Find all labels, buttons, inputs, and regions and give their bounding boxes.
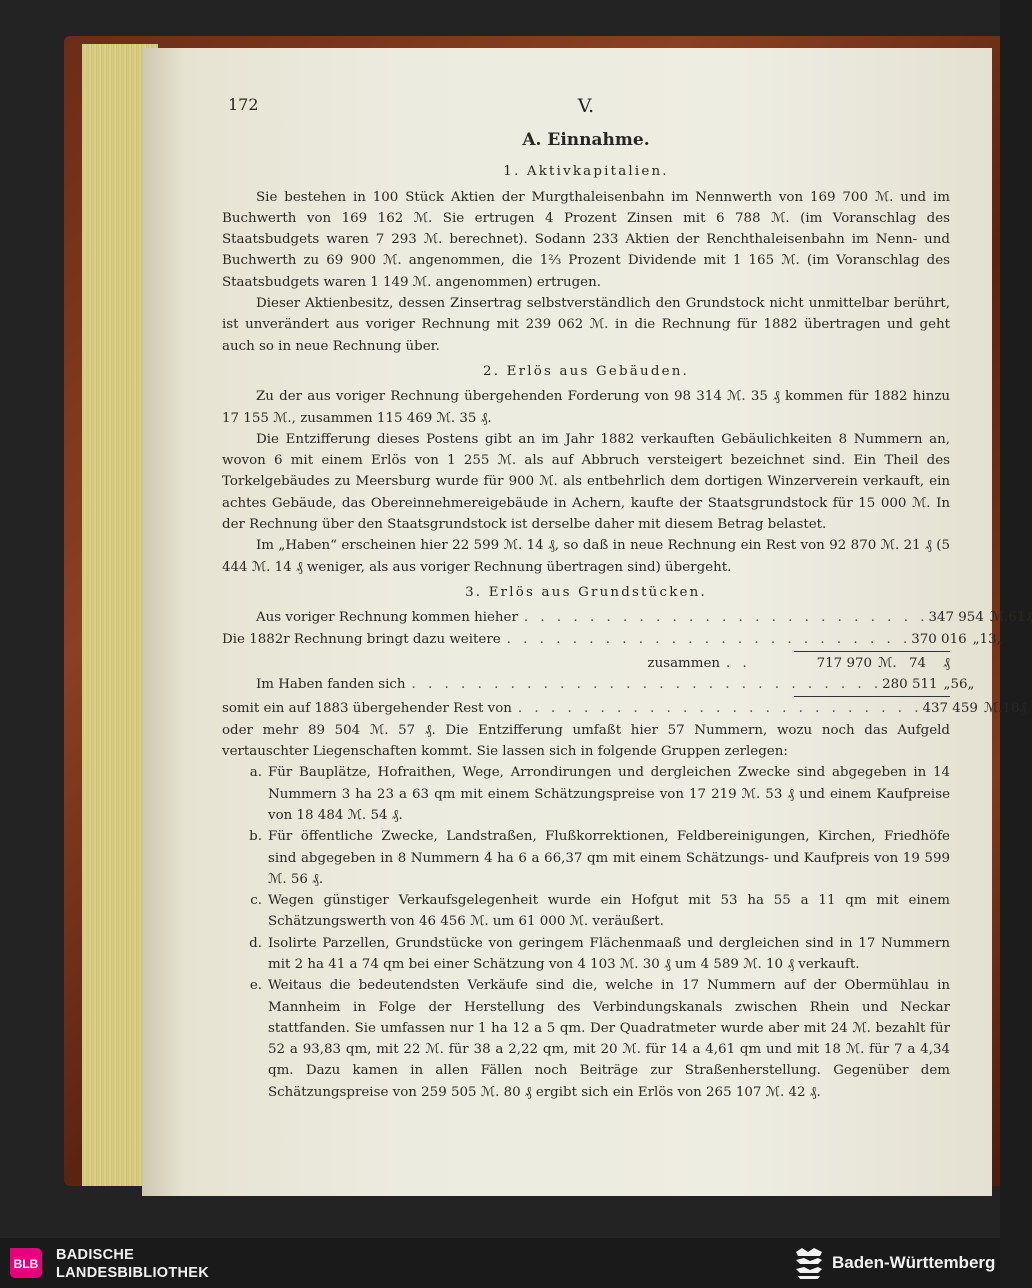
ledger-currency: „ [943, 677, 951, 693]
ledger-label: Aus voriger Rechnung kommen hieher [256, 610, 518, 626]
list-item-text: Isolirte Parzellen, Grundstücke von geringem Flächenmaaß und dergleichen sind in 17 Nummern mit 2 ha 41 a 74 qm bei einer Schätzung von 4 103 ℳ. 30 ₰ um 4 589 ℳ. 10 ₰ verkauft. [268, 935, 950, 972]
ledger-currency: ℳ. [989, 610, 1009, 626]
paragraph: Die Entzifferung dieses Postens gibt an im Jahr 1882 verkauften Gebäulichkeiten 8 Nummern an, wovon 6 mit einem Erlös von 1 255 ℳ. als auf Abbruch versteigert bezeichnet sind. Ein Theil des Torkelgebäudes zu Meersburg wurde für 900 ℳ. als entbehrlich dem dortigen Winzerverein verkauft, ein achtes Gebäude, das Obereinnehmereigebäude in Achern, kaufte der Staatsgrundstock für 15 000 ℳ. In der Rechnung über den Staatsgrundstock ist derselbe daher mit diesem Betrag belastet. [222, 431, 950, 533]
paragraph: oder mehr 89 504 ℳ. 57 ₰. Die Entzifferung umfaßt hier 57 Nummern, wozu noch das Aufgeld vertauschter Liegenschaften kommt. Sie lassen sich in folgende Gruppen zerlegen: [222, 722, 950, 760]
paragraph: Sie bestehen in 100 Stück Aktien der Murgthaleisenbahn im Nennwerth von 169 700 ℳ. und im Buchwerth von 169 162 ℳ. Sie ertrugen 4 Prozent Zinsen mit 6 788 ℳ. (im Voranschlag des Staatsbudgets waren 7 293 ℳ. berechnet). Sodann 233 Aktien der Renchthaleisenbahn im Nenn- und Buchwerth zu 69 900 ℳ. angenommen, die 1⅔ Prozent Dividende mit 1 165 ℳ. (im Voranschlag des Staatsbudgets waren 1 149 ℳ. angenommen) ertrugen. [222, 189, 950, 290]
ledger-currency: ℳ. [983, 701, 1003, 717]
ledger-subunit: 61 [1008, 610, 1026, 626]
list-item [222, 762, 950, 826]
ledger-amount: 280 511 [882, 677, 938, 693]
ledger-subunit: 13 [979, 631, 997, 647]
list-item-text: Weitaus die bedeutendsten Verkäufe sind die, welche in 17 Nummern auf der Obermühlau in Mannheim in Folge der Herstellung des Verbindungskanals zwischen Rhein und Neckar stattfanden. Sie umfassen nur 1 ha 12 a 5 qm. Der Quadratmeter wurde aber mit 24 ℳ. bezahlt für 52 a 93,83 qm, mit 22 ℳ. für 38 a 2,22 qm, mit 20 ℳ. für 14 a 4,61 qm und mit 18 ℳ. für 7 a 4,34 qm. Dazu kamen in allen Fällen noch Beiträge zur Straßenherstellung. Gegenüber dem Schätzungspreise von 259 505 ℳ. 80 ₰ ergibt sich ein Erlös von 265 107 ℳ. 42 ₰. [268, 978, 950, 1100]
subsection-heading-2: 2. Erlös aus Gebäuden. [483, 363, 689, 379]
ledger-subunit: 74 [908, 655, 926, 671]
leader-dots: . . . . . . . . . . . . . . . . . . . . . . . . . [517, 701, 923, 717]
ledger-amount: 347 954 [928, 610, 984, 626]
ledger-row [222, 653, 950, 674]
ledger-row [222, 698, 1027, 719]
ledger-unit: ₰ [1019, 701, 1027, 717]
ledger-unit: ₰ [943, 655, 950, 671]
ledger [222, 607, 1032, 719]
subsection-heading-1: 1. Aktivkapitalien. [503, 164, 669, 180]
ledger-currency: „ [972, 631, 980, 647]
list-item-label: b. [249, 829, 262, 845]
ledger-amount: 717 970 [816, 655, 872, 671]
leader-dots: . . . . . . . . . . . . . . . . . . . . . . . . . [506, 631, 912, 647]
ledger-label: somit ein auf 1883 übergehender Rest von [222, 701, 512, 717]
chapter-number: V. [577, 95, 595, 117]
ledger-label: Im Haben fanden sich [256, 677, 406, 693]
sum-rule [794, 651, 950, 652]
list-item-label: a. [249, 765, 262, 781]
page-header [222, 88, 950, 128]
ledger-unit: „ [967, 677, 975, 693]
paragraph: Dieser Aktienbesitz, dessen Zinsertrag selbstverständlich den Grundstock nicht unmittelbar berührt, ist unverändert aus voriger Rechnung mit 239 062 ℳ. in die Rechnung für 1882 übertragen und geht auch so in neue Rechnung über. [222, 296, 950, 354]
footer-bar [0, 1238, 1000, 1288]
ledger-unit: „ [996, 631, 1004, 647]
state-name[interactable]: Baden-Württemberg [832, 1253, 996, 1272]
list-item-text: Wegen günstiger Verkaufsgelegenheit wurde ein Hofgut mit 53 ha 55 a 11 qm mit einem Schätzungswerth von 46 456 ℳ. um 61 000 ℳ. veräußert. [268, 893, 950, 930]
list-item [222, 975, 950, 1103]
list-item-label: e. [249, 978, 262, 994]
ledger-label: Die 1882r Rechnung bringt dazu weitere [222, 631, 501, 647]
ledger-amount: 437 459 [922, 701, 978, 717]
ledger-unit: ₰ [1025, 610, 1032, 626]
ledger-currency: ℳ. [878, 655, 897, 671]
list-item-label: d. [249, 935, 262, 951]
ledger-row [222, 674, 975, 695]
ledger-subunit: 56 [950, 677, 968, 693]
blb-logo-text: BLB [13, 1257, 39, 1271]
list-item-text: Für Bauplätze, Hofraithen, Wege, Arrondirungen und dergleichen Zwecke sind abgegeben in 14 Nummern 3 ha 23 a 63 qm mit einem Schätzungspreise von 17 219 ℳ. 53 ₰ und einem Kaufpreise von 18 484 ℳ. 54 ₰. [268, 765, 950, 823]
leader-dots: . . . . . . . . . . . . . . . . . . . . . . . . . . . . . [411, 677, 883, 693]
ledger-row [222, 607, 1032, 628]
ledger-row [222, 629, 1004, 650]
list-item [222, 890, 950, 933]
list-item [222, 933, 950, 976]
subsection-heading-3: 3. Erlös aus Grundstücken. [465, 584, 707, 600]
paragraph: Im „Haben“ erscheinen hier 22 599 ℳ. 14 ₰, so daß in neue Rechnung ein Rest von 92 870 ℳ. 21 ₰ (5 444 ℳ. 14 ₰ weniger, als aus voriger Rechnung übertragen sind) übergeht. [222, 538, 950, 575]
library-name[interactable] [56, 1246, 209, 1282]
section-title: A. Einnahme. [522, 130, 650, 150]
list-item-label: c. [250, 893, 262, 909]
ledger-subunit: 18 [1002, 701, 1020, 717]
blb-logo-icon[interactable] [6, 1244, 46, 1282]
leader-dots: . . [726, 655, 751, 671]
list-item-text: Für öffentliche Zwecke, Landstraßen, Flußkorrektionen, Feldbereinigungen, Kirchen, Friedhöfe sind abgegeben in 8 Nummern 4 ha 6 a 66,37 qm mit einem Schätzungs- und Kaufpreis von 19 599 ℳ. 56 ₰. [268, 829, 950, 887]
bw-coat-of-arms-icon[interactable] [792, 1244, 826, 1282]
library-name-line2: LANDESBIBLIOTHEK [56, 1265, 210, 1281]
list-item [222, 826, 950, 890]
ledger-amount: 370 016 [911, 631, 967, 647]
paragraph: Zu der aus voriger Rechnung übergehenden Forderung von 98 314 ℳ. 35 ₰ kommen für 1882 hinzu 17 155 ℳ., zusammen 115 469 ℳ. 35 ₰. [222, 389, 950, 426]
page-text [222, 88, 1032, 1103]
sum-rule [794, 696, 950, 697]
ledger-label: zusammen [647, 655, 720, 671]
page-number: 172 [228, 95, 259, 114]
library-name-line1: BADISCHE [56, 1247, 135, 1263]
leader-dots: . . . . . . . . . . . . . . . . . . . . . . . . . [523, 610, 929, 626]
